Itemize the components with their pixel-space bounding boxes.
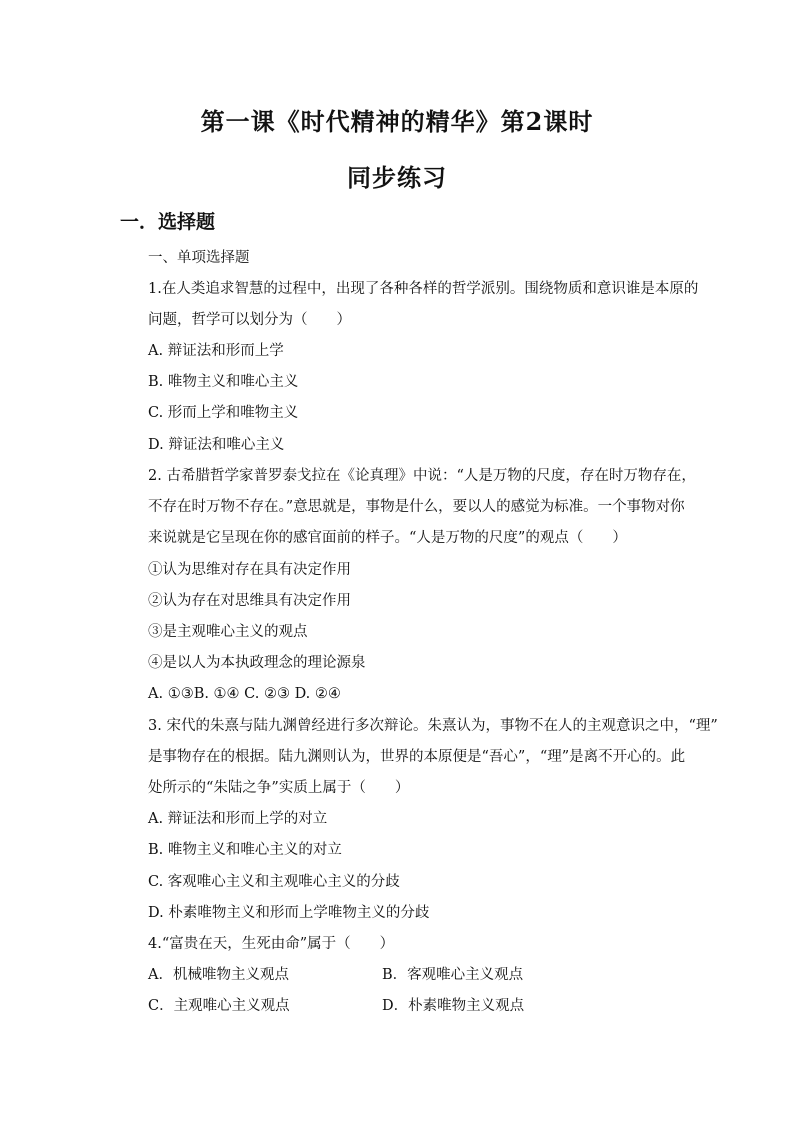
question-1-option-d: D. 辩证法和唯心主义 [148, 437, 285, 453]
question-3-option-c: C. 客观唯心主义和主观唯心主义的分歧 [148, 874, 400, 890]
question-3-stem-line-1: 3. 宋代的朱熹与陆九渊曾经进行多次辩论。朱熹认为，事物不在人的主观意识之中，“理” [148, 718, 718, 734]
question-2-stem-line-2: 不存在时万物不存在。”意思就是，事物是什么，要以人的感觉为标准。一个事物对你 [148, 499, 685, 515]
question-2-statement-4: ④是以人为本执政理念的理论源泉 [148, 655, 366, 671]
sub-heading: 一、单项选择题 [148, 250, 250, 266]
question-3-stem-line-3: 处所示的“朱陆之争”实质上属于（ ） [148, 780, 410, 796]
question-1-stem-line-1: 1.在人类追求智慧的过程中，出现了各种各样的哲学派别。围绕物质和意识谁是本原的 [148, 281, 699, 297]
question-2-statement-2: ②认为存在对思维具有决定作用 [148, 593, 351, 609]
question-4-stem: 4.“富贵在天，生死由命”属于（ ） [148, 936, 395, 952]
question-1-stem-line-2: 问题，哲学可以划分为（ ） [148, 312, 351, 328]
question-2-choices: A. ①③B. ①④ C. ②③ D. ②④ [148, 686, 341, 702]
question-3-stem-line-2: 是事物存在的根据。陆九渊则认为，世界的本原便是“吾心”，“理”是离不开心的。此 [148, 749, 686, 765]
question-2-statement-1: ①认为思维对存在具有决定作用 [148, 562, 351, 578]
question-1-option-b: B. 唯物主义和唯心主义 [148, 374, 299, 390]
question-4-option-c: C．主观唯心主义观点 [148, 998, 290, 1014]
page-title: 第一课《时代精神的精华》第2课时 [200, 107, 594, 136]
question-4-option-d: D．朴素唯物主义观点 [382, 998, 525, 1014]
question-3-option-b: B. 唯物主义和唯心主义的对立 [148, 842, 342, 858]
section-heading: 一．选择题 [120, 211, 216, 233]
question-2-stem-line-3: 来说就是它呈现在你的感官面前的样子。“人是万物的尺度”的观点（ ） [148, 530, 627, 546]
page-subtitle: 同步练习 [347, 163, 447, 192]
question-1-option-a: A. 辩证法和形而上学 [148, 343, 284, 359]
question-4-option-b: B．客观唯心主义观点 [382, 967, 524, 983]
question-4-option-a: A．机械唯物主义观点 [148, 967, 289, 983]
question-3-option-d: D. 朴素唯物主义和形而上学唯物主义的分歧 [148, 905, 430, 921]
question-2-statement-3: ③是主观唯心主义的观点 [148, 624, 308, 640]
question-1-option-c: C. 形而上学和唯物主义 [148, 405, 299, 421]
question-3-option-a: A. 辩证法和形而上学的对立 [148, 811, 328, 827]
question-2-stem-line-1: 2. 古希腊哲学家普罗泰戈拉在《论真理》中说：“人是万物的尺度，存在时万物存在， [148, 468, 696, 484]
